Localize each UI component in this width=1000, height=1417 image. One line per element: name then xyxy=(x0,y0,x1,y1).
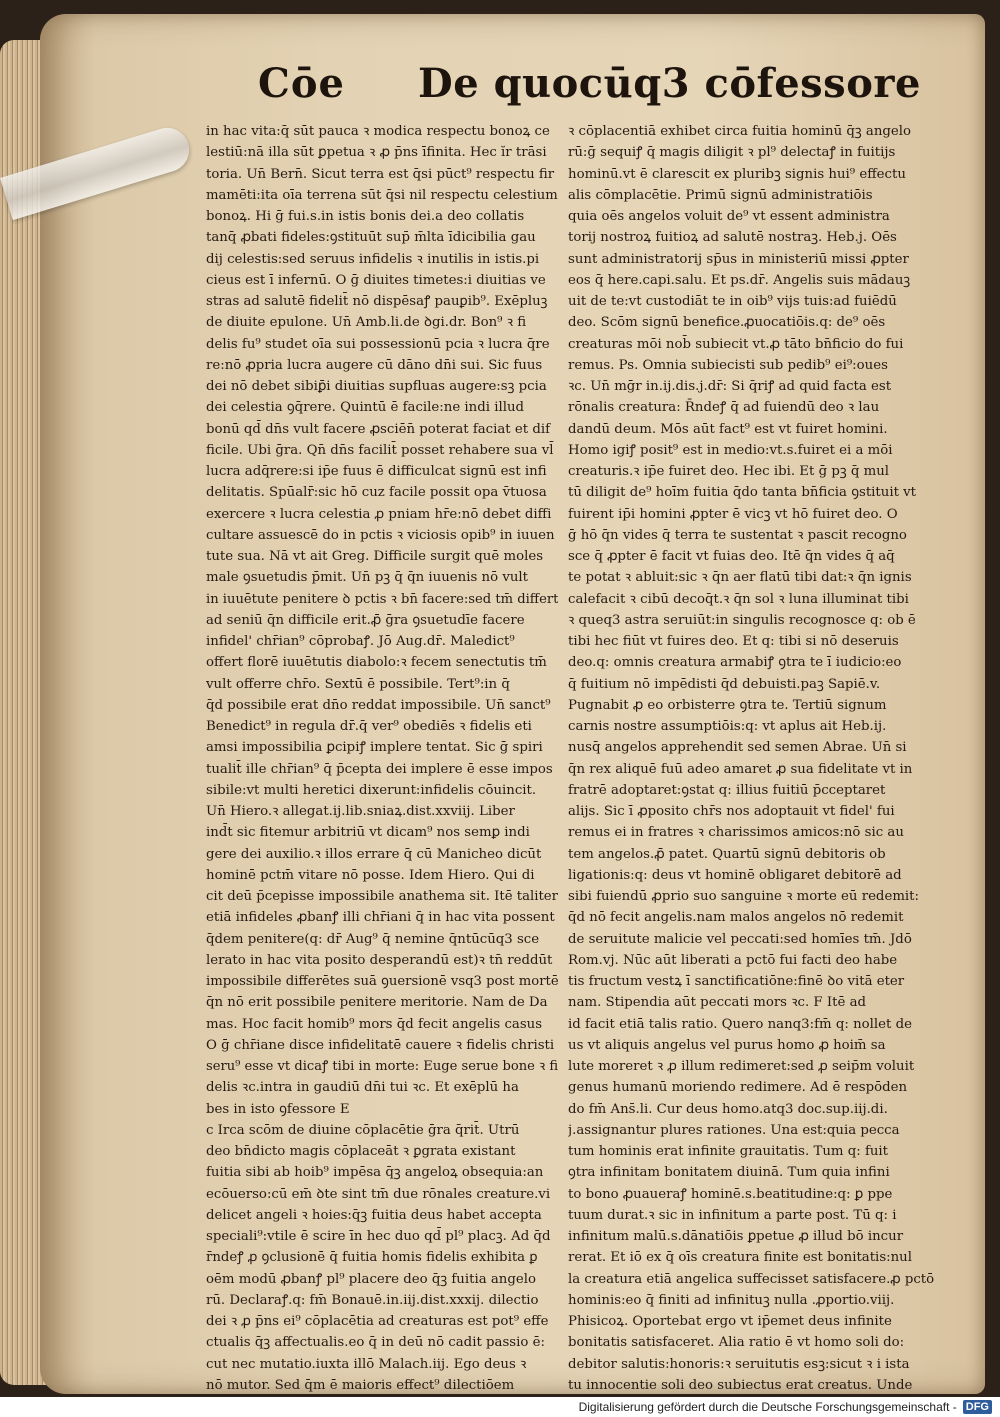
text-line: creaturis.ꝛ ip̄e fuiret deo. Hec ibi. Et ḡ pꝫ q̄ mul xyxy=(568,464,890,479)
text-column-left xyxy=(206,121,558,1396)
text-line: re:nō ꝓpria lucra augere cū dāno dn̄i sui. Sic fuus xyxy=(206,357,543,373)
text-line: ligationis:q: deus vt hominē obligaret debitorē ad xyxy=(568,867,902,883)
text-line: rū:ḡ sequiꝭ q̄ magis diligit ꝛ pl⁹ delectaꝭ in fuitijs xyxy=(568,145,896,161)
text-line: dij celestis:sed seruus infidelis ꝛ inutilis in istis.pi xyxy=(206,251,540,267)
text-line: lerato in hac vita posito desperandū est)ꝛ tn̄ reddūt xyxy=(206,952,553,968)
text-line: rerat. Et iō ex q̄ oīs creatura finite est bonitatis:nul xyxy=(568,1250,912,1266)
text-line: mamēti:ita oīa terrena sūt q̄si nil respectu celestium xyxy=(206,187,558,203)
text-line: dei nō debet sibiꝑ̄i diuitias supfluas augere:sꝫ pcia xyxy=(206,379,547,394)
text-column-right xyxy=(568,121,938,1396)
text-line: j.assignantur plures rationes. Una est:quia pecca xyxy=(568,1122,900,1138)
text-line: ctualis q̄ꝫ affectualis.eo q̄ in deū nō cadit passio ē: xyxy=(206,1335,545,1351)
text-line: calefacit ꝛ cibū decoq̄t.ꝛ q̄n sol ꝛ luna illuminat tibi xyxy=(568,591,909,607)
text-line: ad seniū q̄n difficile erit.ꝓ̄ ḡra ꝯsuetudīe facere xyxy=(206,612,525,628)
text-line: ficile. Ubi ḡra. Qn̄ dn̄s facilit̄ posset rehabere sua vl̄ xyxy=(206,442,554,458)
text-line: infinitum malū.s.dānatiōis ꝑpetue ꝓ illud bō incur xyxy=(568,1229,904,1244)
text-line: c Irca scōm de diuine cōplacētie ḡra q̄rit̄. Utrū xyxy=(206,1122,520,1138)
text-line: q̄dem penitere(q: dr̄ Aug⁹ q̄ nemine q̄ntūcūq3 sce xyxy=(206,931,540,947)
text-line: tibi hec fiūt vt fuires deo. Et q: tibi si nō deseruis xyxy=(568,634,899,649)
text-line: delitatis. Spūalr̄:sic hō cuz facile possit opa v̄tuosa xyxy=(206,485,547,501)
text-line: O ḡ chr̄iane disce infidelitatē cauere ꝛ fidelis christi xyxy=(206,1037,555,1053)
text-line: deo.q: omnis creatura armabiꝭ ꝯtra te ī iudicio:eo xyxy=(568,655,902,671)
text-line: fratrē adoptaret:ꝯstat q: illius fuitiū p̄cceptaret xyxy=(568,782,886,798)
text-line: gere dei auxilio.ꝛ illos errare q̄ cū Manicheo dicūt xyxy=(206,846,542,862)
text-line: id facit etiā talis ratio. Quero nanq3:fm̄ q: nollet de xyxy=(568,1016,912,1032)
text-line: dandū deum. Mōs aūt fact⁹ est vt fuiret homini. xyxy=(568,421,888,437)
text-line: alis cōmplacētie. Primū signū administratiōis xyxy=(568,187,873,203)
footer-credit: Digitalisierung gefördert durch die Deutsche Forschungsgemeinschaft - xyxy=(578,1400,957,1414)
text-line: eos q̄ here.capi.salu. Et ps.dr̄. Angelis suis mādauꝫ xyxy=(568,272,911,288)
text-line: cieus est ī infernū. O ḡ diuites timetes:i diuitias ve xyxy=(206,272,546,288)
text-line: lute moreret ꝛ ꝓ illum redimeret:sed ꝓ seip̄m voluit xyxy=(568,1059,915,1074)
text-line: r̄ndeꝭ ꝓ ꝯclusionē q̄ fuitia homis fidelis exhibita ꝑ xyxy=(206,1250,538,1266)
text-line: Un̄ Hiero.ꝛ allegat.ij.lib.sniaꝝ.dist.xxviij. Liber xyxy=(206,804,515,819)
text-line: Phisicoꝝ. Oportebat ergo vt ip̄emet deus infinite xyxy=(568,1314,892,1329)
text-line: delicet angeli ꝛ hoies:q̄ꝫ fuitia deus habet accepta xyxy=(206,1207,542,1223)
running-header-left: Cōe xyxy=(258,60,345,107)
text-line: carnis nostre assumptiōis:q: vt aplus ait Heb.ij. xyxy=(568,719,887,734)
text-line: tu innocentie soli deo subiectus erat creatus. Unde xyxy=(568,1377,913,1393)
text-line: us vt aliquis angelus vel purus homo ꝓ hoim̄ sa xyxy=(568,1037,886,1053)
running-header-title: De quocūq3 cōfessore xyxy=(418,60,921,107)
text-line: exercere ꝛ lucra celestia ꝓ pniam hr̄e:nō debet diffi xyxy=(206,506,552,522)
text-line: tute sua. Nā vt ait Greg. Difficile surgit quē moles xyxy=(206,549,544,564)
text-line: debitor salutis:honoris:ꝛ seruitutis esꝫ:sicut ꝛ i ista xyxy=(568,1356,910,1372)
text-line: Pugnabit ꝓ eo orbisterre ꝯtra te. Tertiū signum xyxy=(568,697,887,713)
text-line: dei ꝛ ꝓ p̄ns ei⁹ cōplacētia ad creaturas est pot⁹ effe xyxy=(206,1314,549,1329)
text-line: nō mutor. Sed q̄m ē maioris effect⁹ dilectiōem xyxy=(206,1377,515,1393)
text-line: infidel' chr̄ian⁹ cōprobaꝭ. Jō Aug.dr̄. Maledict⁹ xyxy=(206,634,515,649)
text-line: delis fu⁹ studet oīa sui possessionū pcia ꝛ lucra q̄re xyxy=(206,336,550,352)
text-line: q̄n nō erit possibile penitere meritorie. Nam de Da xyxy=(206,995,548,1011)
text-line: uit de te:vt custodiāt te in oib⁹ vijs tuis:ad fuiēdū xyxy=(568,294,897,309)
text-line: cut nec mutatio.iuxta illō Malach.iij. Ego deus ꝛ xyxy=(206,1356,527,1372)
text-line: nam. Stipendia aūt peccati mors ꝛc. F Itē ad xyxy=(568,995,867,1011)
text-line: ꝯtra infinitam bonitatem diuinā. Tum quia infini xyxy=(568,1165,890,1181)
text-line: torij nostroꝝ fuitioꝝ ad salutē nostraꝫ. Heb.j. Oēs xyxy=(568,230,897,246)
text-line: q̄d possibile erat dn̄o reddat impossibile. Un̄ sanct⁹ xyxy=(206,697,551,713)
text-line: rū. Declaraꝭ.q: fm̄ Bonauē.in.iij.dist.xxxij. dilectio xyxy=(206,1292,539,1308)
text-line: bonoꝝ. Hi ḡ fui.s.in istis bonis dei.a deo collatis xyxy=(206,209,525,224)
text-line: remus. Ps. Omnia subiecisti sub pedib⁹ ei⁹:oues xyxy=(568,357,888,373)
text-line: bonū qd̄ dn̄s vult facere ꝓsciēn̄ poterat faciat et dif xyxy=(206,421,550,437)
text-line: male ꝯsuetudis p̄mit. Un̄ pꝫ q̄ q̄n iuuenis nō vult xyxy=(206,570,528,586)
text-line: speciali⁹:vtile ē scire īn hec duo qd̄ pl⁹ placꝫ. Ad q̄d xyxy=(206,1229,551,1244)
text-line: tū diligit de⁹ hoīm fuitia q̄do tanta bn̄ficia ꝯstituit vt xyxy=(568,485,917,501)
text-line: in hac vita:q̄ sūt pauca ꝛ modica respectu bonoꝝ ce xyxy=(206,124,550,139)
text-line: tanq̄ ꝓbati fideles:ꝯstituūt sup̄ m̄lta īdicibilia gau xyxy=(206,230,536,246)
text-line: tum hominis erat infinite grauitatis. Tum q: fuit xyxy=(568,1144,889,1159)
text-line: lestiū:nā illa sūt ꝑpetua ꝛ ꝓ p̄ns īfinita. Hec ĭr trāsi xyxy=(206,145,547,161)
text-line: Homo igiꝭ posit⁹ est in medio:vt.s.fuiret ei a mōi xyxy=(568,442,893,458)
text-line: sunt administratorij sp̄us in ministeriū missi ꝓpter xyxy=(568,251,909,267)
text-line: bonitatis satisfaceret. Alia ratio ē vt homo soli do: xyxy=(568,1335,905,1351)
digitization-footer xyxy=(0,1397,1000,1417)
text-line: sce q̄ ꝓpter ē facit vt fuias deo. Itē q̄n vides q̄ aq̄ xyxy=(568,549,895,564)
text-line: hominū.vt ē clarescit ex pluribꝫ signis hui⁹ effectu xyxy=(568,166,906,182)
text-line: vult offerre chr̄o. Sextū ē possibile. Tert⁹:in q̄ xyxy=(206,676,510,692)
text-line: amsi impossibilia ꝑcipiꝭ implere tentat. Sic ḡ spiri xyxy=(206,740,543,756)
text-line: sibile:vt multi heretici dixerunt:infidelis cōuincit. xyxy=(206,782,537,798)
text-line: q̄ fuitium nō impēdisti q̄d debuisti.paꝫ Sapiē.v. xyxy=(568,676,881,692)
text-line: creaturas mōi nob̄ subiecit vt.ꝓ tāto bn̄ficio do fui xyxy=(568,336,904,352)
text-line: rōnalis creatura: R̄ndeꝭ q̄ ad fuiendū deo ꝛ lau xyxy=(568,400,880,416)
text-line: Rom.vj. Nūc aūt liberati a pctō fui facti deo habe xyxy=(568,952,898,968)
text-line: ꝛ queq3 astra seruiūt:in singulis recognosce q: ob ē xyxy=(568,612,916,628)
text-line: quia oēs angelos voluit de⁹ vt essent administra xyxy=(568,209,890,224)
text-line: deo bn̄dicto magis cōplaceāt ꝛ ꝑgrata existant xyxy=(206,1144,516,1159)
text-line: alijs. Sic ī ꝓposito chr̄s nos adoptauit vt fidel' fui xyxy=(568,804,895,819)
text-line: to bono ꝓuaueraꝭ hominē.s.beatitudine:q: ꝑ ppe xyxy=(568,1186,893,1202)
text-line: remus ei in fratres ꝛ charissimos amicos:nō sic au xyxy=(568,825,904,841)
text-line: tuum durat.ꝛ sic in infinitum a parte post. Tū q: i xyxy=(568,1207,897,1223)
text-line: cit deū p̄cepisse impossibile anathema sit. Itē taliter xyxy=(206,889,558,904)
text-line: fuirent ip̄i homini ꝓpter ē vicꝫ vt hō fuiret deo. O xyxy=(568,506,898,522)
text-line: offert florē iuuētutis diabolo:ꝛ fecem senectutis tm̄ xyxy=(206,655,547,671)
text-line: in iuuētute penitere ꝺ pctis ꝛ bn̄ facere:sed tm̄ differt xyxy=(206,591,559,607)
dfg-logo: DFG xyxy=(963,1400,992,1414)
text-line: dei celestia ꝯq̄rere. Quintū ē facile:ne indi illud xyxy=(206,400,525,416)
text-line: ꝛc. Un̄ mḡr in.ij.dis.j.dr̄: Si q̄riꝭ ad quid facta est xyxy=(568,379,892,394)
text-line: ḡ hō q̄n vides q̄ terra te sustentat ꝛ pascit recogno xyxy=(568,527,907,543)
text-line: tualit̄ ille chr̄ian⁹ q̄ p̄cepta dei implere ē esse impos xyxy=(206,761,553,777)
text-line: q̄n rex aliquē fuū adeo amaret ꝓ sua fidelitate vt in xyxy=(568,761,913,777)
text-line: Benedict⁹ in regula dr̄.q̄ ver⁹ obediēs ꝛ fidelis eti xyxy=(206,719,532,734)
text-line: de diuite epulone. Un̄ Amb.li.de ꝺgi.dr. Bon⁹ ꝛ fi xyxy=(206,315,527,331)
text-line: q̄d nō fecit angelis.nam malos angelos nō redemit xyxy=(568,910,904,926)
text-line: ind̄t sic fitemur arbitriū vt dicam⁹ nos semꝑ indi xyxy=(206,825,530,841)
text-line: cultare assuescē do in pctis ꝛ viciosis opib⁹ in iuuen xyxy=(206,527,555,543)
text-line: nusq̄ angelos apprehendit sed semen Abrae. Un̄ si xyxy=(568,740,907,756)
text-line: de seruitute malicie vel peccati:sed homīes tm̄. Jdō xyxy=(568,931,912,947)
text-line: genus humanū moriendo redimere. Ad ē respōden xyxy=(568,1080,908,1096)
text-line: delis ꝛc.intra in gaudiū dn̄i tui ꝛc. Et exēplū ha xyxy=(206,1080,519,1096)
text-line: impossibile differētes suā ꝯuersionē vsq3 post mortē xyxy=(206,974,559,989)
text-line: do fm̄ Ans̄.li. Cur deus homo.atq3 doc.sup.iij.di. xyxy=(568,1101,888,1117)
text-line: lucra adq̄rere:si ip̄e fuus ē difficulcat signū est infi xyxy=(206,464,547,479)
text-line: la creatura etiā angelica suffecisset satisfacere.ꝓ pctō xyxy=(568,1271,935,1287)
text-line: mas. Hoc facit homib⁹ mors q̄d fecit angelis casus xyxy=(206,1016,543,1032)
text-line: oēm modū ꝓbanꝭ pl⁹ placere deo q̄ꝫ fuitia angelo xyxy=(206,1271,537,1287)
text-line: hominē pctm̄ vitare nō posse. Idem Hiero. Qui di xyxy=(206,867,535,883)
text-line: ecōuerso:cū em̄ ꝺte sint tm̄ due rōnales creature.vi xyxy=(206,1186,551,1202)
text-line: deo. Scōm signū benefice.ꝓuocatiōis.q: de⁹ oēs xyxy=(568,315,886,331)
text-line: sibi fuiendū ꝓprio suo sanguine ꝛ morte eū redemit: xyxy=(568,889,920,904)
text-line: bes in isto ꝯfessore E xyxy=(206,1101,350,1117)
text-line: stras ad salutē fidelit̄ nō dispēsaꝭ pauꝑib⁹. Exēpluꝫ xyxy=(206,294,548,309)
text-line: hominis:eo q̄ finiti ad infinituꝫ nulla .ꝓportio.viij. xyxy=(568,1292,895,1308)
text-line: fuitia sibi ab hoib⁹ impēsa q̄ꝫ angeloꝝ obsequia:an xyxy=(206,1165,544,1181)
text-line: tis fructum vestꝝ ī sanctificatiōne:finē ꝺo vitā eter xyxy=(568,974,905,989)
text-line: tem angelos.ꝓ̄ patet. Quartū signū debitoris ob xyxy=(568,846,886,862)
text-line: te potat ꝛ abluit:sic ꝛ q̄n aer flatū tibi dat:ꝛ q̄n ignis xyxy=(568,570,912,586)
text-line: toria. Un̄ Bern̄. Sicut terra est q̄si pūct⁹ respectu fir xyxy=(206,166,555,182)
text-line: ꝛ cōplacentiā exhibet circa fuitia hominū q̄ꝫ angelo xyxy=(568,124,912,139)
text-line: etiā infideles ꝓbanꝭ illi chr̄iani q̄ in hac vita possent xyxy=(206,910,555,926)
text-line: seru⁹ esse vt dicaꝭ tibi in morte: Euge serue bone ꝛ fi xyxy=(206,1059,558,1074)
